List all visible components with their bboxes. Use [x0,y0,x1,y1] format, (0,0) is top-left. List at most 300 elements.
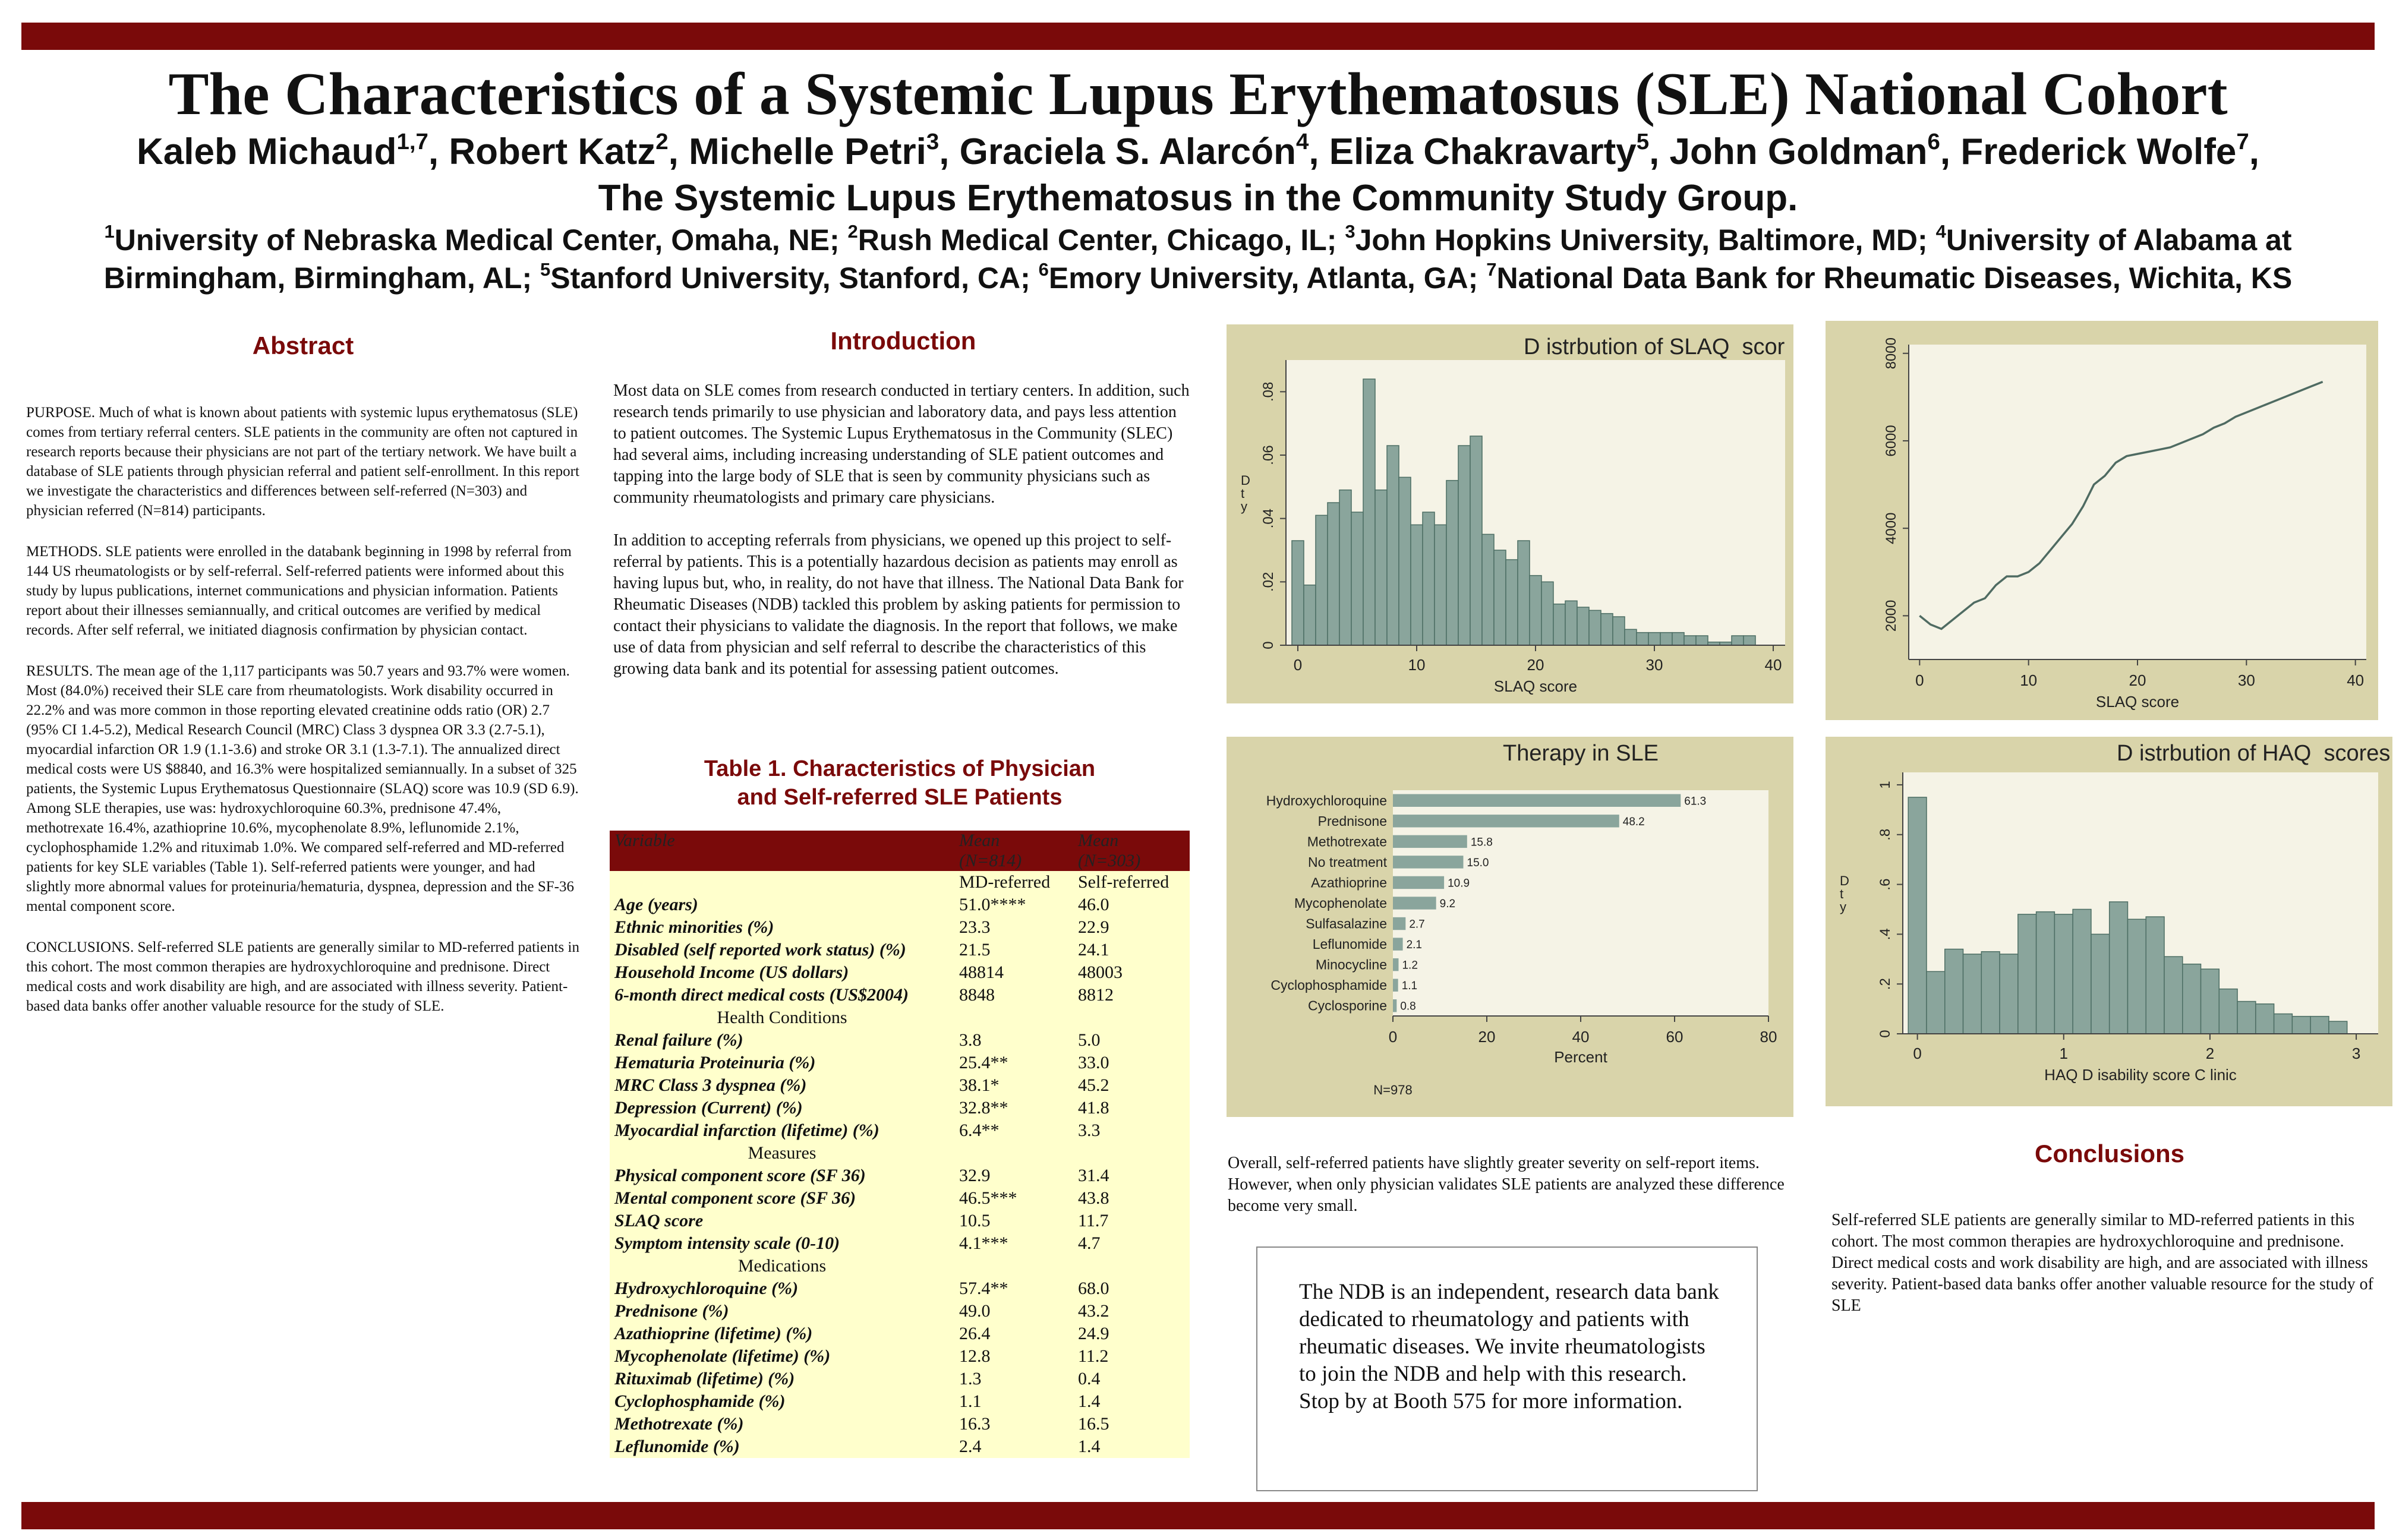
affiliation-mark: 4 [1935,221,1946,242]
author-name: Eliza Chakravarty [1329,131,1637,172]
table-row [610,1435,1190,1458]
histogram-bar [2310,1017,2329,1034]
affiliation-text: University of Alabama at Birmingham, Birmingham, AL; [103,223,2292,295]
table-header-self-n: (N=303) [1078,851,1141,870]
x-tick-label: 30 [2237,671,2255,689]
table-cell-label: Methotrexate (%) [614,1414,744,1434]
histogram-bar [1963,954,1982,1034]
table-cell-self: 24.1 [1078,940,1109,960]
x-tick-label: 20 [2129,671,2146,689]
author-name: Kaleb Michaud [136,131,397,172]
therapy-category-label: No treatment [1308,854,1387,870]
histogram-bar [2183,964,2201,1034]
table-caption [610,755,1190,812]
table-row [610,894,1190,916]
therapy-value-label: 0.8 [1400,1000,1416,1013]
x-tick-label: 60 [1666,1028,1683,1046]
author-affiliation-mark: 4 [1295,128,1309,154]
affiliation-text: Emory University, Atlanta, GA; [1048,261,1487,295]
author-name: Robert Katz [449,131,656,172]
y-tick-label: .06 [1260,445,1276,465]
histogram-bar [2127,919,2146,1034]
conclusions-text: Self-referred SLE patients are generally similar to MD-referred patients in this cohort. The most common therapies are hydroxychloroquine and prednisone. Direct medical costs and work disability are high, and are associated with illness severity. Patient-based data banks offer another valuable resource for the study of SLE [1831,1211,2373,1315]
y-tick-label: 0 [1877,1030,1893,1038]
table-group-label: Measures [748,1143,816,1163]
table-cell-self: 22.9 [1078,917,1109,937]
histogram-bar [1423,512,1435,645]
histogram-bar [1684,636,1696,645]
histogram-bar [1696,636,1708,645]
author-affiliation-mark: 7 [2236,128,2249,154]
table-row [610,916,1190,939]
x-tick-label: 10 [2020,671,2038,689]
histogram-bar [1435,525,1446,645]
table-header-self-mean: Mean [1078,831,1119,850]
table-cell-md: 49.0 [959,1301,991,1321]
table-cell-label: Age (years) [614,895,698,914]
table-cell-md: 2.4 [959,1437,982,1456]
characteristics-table [610,831,1190,1458]
cost-line-panel [1826,321,2378,720]
slaq-histogram [1227,324,1793,703]
chart-title: Therapy in SLE [1503,741,1659,766]
histogram-bar [1732,636,1744,645]
table-cell-self: 41.8 [1078,1098,1109,1118]
histogram-bar [1506,560,1518,645]
table-cell-self: 46.0 [1078,895,1109,914]
histogram-bar [2146,917,2164,1034]
table-cell-self: 11.7 [1078,1211,1109,1230]
table-cell-md: 10.5 [959,1211,991,1230]
table-cell-label: Symptom intensity scale (0-10) [614,1233,840,1253]
table-row [610,1232,1190,1255]
table-row [610,1277,1190,1300]
table-cell-label: Household Income (US dollars) [614,962,849,982]
table-cell-self: 3.3 [1078,1121,1101,1140]
table-group-blank [954,1006,1073,1029]
histogram-bar [2256,1004,2274,1034]
table-header-md-n: (N=814) [959,851,1022,870]
table-header-self [1073,831,1190,871]
slaq-histogram-panel [1227,324,1793,703]
therapy-category-label: Sulfasalazine [1306,916,1387,932]
table-cell-label: MRC Class 3 dyspnea (%) [614,1075,807,1095]
histogram-bar [1589,610,1601,645]
table-cell-md: 1.3 [959,1369,982,1388]
table-row [610,1413,1190,1435]
y-axis-label: D t y [1241,473,1250,514]
histogram-bar [1744,636,1755,645]
table-cell-self: 11.2 [1078,1346,1109,1366]
therapy-value-label: 48.2 [1622,815,1645,828]
abstract-heading: Abstract [252,332,354,359]
x-tick-label: 30 [1645,656,1663,674]
y-tick-label: .4 [1877,928,1893,941]
table-group-blank [954,1142,1073,1165]
author-affiliation-mark: 1,7 [396,128,428,154]
table-cell-self: 45.2 [1078,1075,1109,1095]
therapy-bar [1393,917,1405,930]
abstract-body [26,403,581,1037]
table-cell-label: Myocardial infarction (lifetime) (%) [614,1121,879,1140]
table-subheader-self: Self-referred [1078,872,1169,892]
chart-title: D istrbution of SLAQ scor [1524,334,1785,359]
poster-title: The Characteristics of a Systemic Lupus Erythematosus (SLE) National Cohort [168,61,2228,128]
table-cell-label: Mycophenolate (lifetime) (%) [614,1346,831,1366]
histogram-bar [2329,1021,2347,1034]
poster-group: The Systemic Lupus Erythematosus in the Community Study Group. [598,178,1798,219]
y-tick-label: .08 [1260,381,1276,402]
table-cell-label: SLAQ score [614,1211,704,1230]
table-cell-self: 8812 [1078,985,1114,1005]
author-name: Michelle Petri [689,131,926,172]
therapy-bar [1393,835,1467,848]
y-tick-label: 0 [1260,641,1276,649]
author-affiliation-mark: 3 [926,128,940,154]
affiliation-mark: 1 [104,221,115,242]
table-row [610,1119,1190,1142]
table-cell-self: 33.0 [1078,1053,1109,1072]
therapy-bar [1393,856,1464,868]
therapy-bar [1393,794,1681,807]
therapy-value-label: 1.2 [1402,959,1418,972]
table-cell-md: 32.8** [959,1098,1008,1118]
table-cell-md: 32.9 [959,1166,991,1185]
therapy-category-label: Prednisone [1317,813,1387,829]
author-separator: , [1940,131,1961,172]
histogram-bar [1577,607,1589,645]
x-tick-label: 1 [2059,1044,2069,1062]
chart-title: D istrbution of HAQ scores [2117,741,2391,766]
table-cell-md: 26.4 [959,1324,991,1343]
table-cell-label: Mental component score (SF 36) [614,1188,856,1208]
histogram-bar [1518,541,1530,645]
introduction-p1: Most data on SLE comes from research conducted in tertiary centers. In addition, such research tends primarily to use physician and laboratory data, and pays less attention to patient outcomes. The Systemic Lupus Erythematosus in the Community (SLEC) had several aims, including increasing understanding of SLE patient outcomes and tapping into the large body of SLE that is seen by community physicians such as community rheumatologists and primary care physicians. [613,381,1190,507]
table-subheader-md: MD-referred [959,872,1051,892]
table-cell-md: 12.8 [959,1346,991,1366]
table-cell-md: 51.0**** [959,895,1026,914]
histogram-bar [1304,585,1316,645]
x-tick-label: 40 [2347,671,2365,689]
abstract-conclusions: CONCLUSIONS. Self-referred SLE patients are generally similar to MD-referred patients in this cohort. The most common therapies are hydroxychloroquine and prednisone. Direct medical costs and work disability are high, and are associated with illness severity. Patient-based data banks offer another valuable resource for the study of SLE. [26,939,579,1014]
therapy-category-label: Cyclophosphamide [1270,977,1387,993]
therapy-panel [1227,737,1793,1117]
histogram-bar [1494,550,1506,645]
table-cell-md: 3.8 [959,1030,982,1050]
therapy-value-label: 2.1 [1406,939,1423,952]
introduction-body [613,380,1193,701]
ndb-box [1256,1246,1758,1491]
x-tick-label: 80 [1760,1028,1777,1046]
table-cell-self: 48003 [1078,962,1123,982]
chart-caption: Overall, self-referred patients have slightly greater severity on self-report items. However, when only physician validates SLE patients are analyzed these difference become very small. [1228,1154,1785,1215]
table-row [610,1368,1190,1390]
ndb-box-text: The NDB is an independent, research data bank dedicated to rheumatology and patients with rheumatic diseases. We invite rheumatologists to join the NDB and help with this research. Stop by at Booth 575 for more information. [1299,1280,1719,1413]
table-cell-label: Ethnic minorities (%) [614,917,774,937]
x-tick-label: 0 [1388,1028,1398,1046]
histogram-bar [1908,797,1927,1034]
table-caption-line2: and Self-referred SLE Patients [737,785,1063,810]
histogram-bar [1399,477,1411,645]
histogram-bar [1672,633,1684,645]
introduction-heading: Introduction [830,327,976,355]
therapy-bar-chart [1227,737,1793,1117]
table-cell-label: Physical component score (SF 36) [614,1166,866,1185]
y-tick-label: .02 [1260,572,1276,592]
y-tick-label: .6 [1877,878,1893,891]
histogram-bar [1411,525,1423,645]
affiliation-mark: 7 [1486,259,1497,280]
x-tick-label: 20 [1478,1028,1496,1046]
conclusions-heading: Conclusions [2034,1140,2185,1167]
table-cell-label: Prednisone (%) [614,1301,729,1321]
histogram-bar [1375,490,1387,645]
y-tick-label: .8 [1877,828,1893,841]
table-cell-label: Leflunomide (%) [614,1437,740,1456]
table-row [610,1165,1190,1187]
table-cell-label: Renal failure (%) [614,1030,743,1050]
table-cell-md: 4.1*** [959,1233,1008,1253]
y-tick-label: 6000 [1883,425,1899,457]
author-separator: , [668,131,689,172]
histogram-bar [1328,503,1339,645]
author-affiliation-mark: 2 [655,128,669,154]
author-separator: , [428,131,449,172]
y-tick-label: .2 [1877,978,1893,990]
table-row [610,1323,1190,1345]
table-row [610,1029,1190,1052]
histogram-bar [1660,633,1672,645]
table-cell-self: 24.9 [1078,1324,1109,1343]
histogram-bar [1637,633,1648,645]
therapy-bar [1393,815,1619,827]
histogram-bar [1648,633,1660,645]
table-cell-md: 8848 [959,985,995,1005]
therapy-bar [1393,999,1396,1012]
table-cell-label: Rituximab (lifetime) (%) [614,1369,795,1388]
affiliation-text: University of Nebraska Medical Center, Omaha, NE; [114,223,848,257]
table-cell-md: 57.4** [959,1279,1008,1298]
x-axis-label: HAQ D isability score C linic [2044,1066,2237,1084]
x-tick-label: 3 [2351,1044,2361,1062]
therapy-category-label: Minocycline [1315,957,1387,973]
histogram-bar [2219,989,2237,1034]
table-header-variable: Variable [610,831,954,871]
histogram-bar [2201,969,2220,1034]
table-cell-label: Azathioprine (lifetime) (%) [614,1324,813,1343]
table-cell-label: Cyclophosphamide (%) [614,1391,786,1411]
therapy-bar [1393,897,1436,909]
therapy-value-label: 1.1 [1401,980,1418,993]
y-axis-label: D t y [1840,873,1849,914]
histogram-bar [2110,902,2128,1034]
histogram-bar [1553,604,1565,645]
abstract-results: RESULTS. The mean age of the 1,117 participants was 50.7 years and 93.7% were women. Most (84.0%) received their SLE care from rheumatologists. Work disability occurred in 22.2% and was more common in those reporting elevated creatinine odds ratio (OR) 2.7 (95% CI 1.4-5.2), Medical Research Council (MRC) Class 3 dyspnea OR 3.3 (2.7-5.1), myocardial infarction OR 1.9 (1.1-3.6) and stroke OR 3.1 (1.3-7.1). The annualized direct medical costs were US $8840, and 16.3% were hospitalized semiannually. In a subset of 325 patients, the Systemic Lupus Erythematosus Questionnaire (SLAQ) score was 10.9 (SD 6.9). Among SLE therapies, use was: hydroxychloroquine 60.3%, prednisone 47.4%, methotrexate 16.4%, azathioprine 10.6%, mycophenolate 8.9%, leflunomide 2.1%, cyclophosphamide 1.2% and rituximab 1.0%. We compared self-referred and MD-referred patients for key SLE variables (Table 1). Self-referred patients were younger, and had slightly more abnormal values for proteinuria/hematuria, dyspnea, depression and the SF-36 mental component score. [26,663,579,914]
histogram-bar [1601,614,1613,645]
table-row [610,984,1190,1006]
therapy-bar [1393,958,1398,971]
bottom-bar [21,1502,2375,1529]
affiliation-text: Rush Medical Center, Chicago, IL; [857,223,1345,257]
therapy-value-label: 2.7 [1409,918,1425,931]
histogram-bar [1351,512,1363,645]
histogram-bar [1387,446,1399,645]
x-axis-label: Percent [1554,1048,1607,1066]
table-cell-md: 46.5*** [959,1188,1017,1208]
table-cell-label: 6-month direct medical costs (US$2004) [614,985,909,1005]
table-header-md [954,831,1073,871]
histogram-bar [2054,914,2073,1034]
table-subheader-row [610,871,1190,894]
author-separator: , [939,131,960,172]
table-cell-md: 25.4** [959,1053,1008,1072]
therapy-category-label: Leflunomide [1312,936,1387,952]
table-cell-self: 43.8 [1078,1188,1109,1208]
therapy-category-label: Methotrexate [1307,834,1387,850]
table-cell-label: Depression (Current) (%) [614,1098,803,1118]
table-row [610,961,1190,984]
x-axis-label: SLAQ score [2095,693,2180,711]
table-row [610,1074,1190,1097]
x-tick-label: 10 [1408,656,1426,674]
haq-histogram [1826,737,2392,1106]
y-tick-label: 4000 [1883,512,1899,544]
author-separator: , [1309,131,1329,172]
abstract-methods: METHODS. SLE patients were enrolled in the databank beginning in 1998 by referral from 144 US rheumatologists or by self-referral. Self-referred patients were informed about this study by lupus publications, internet communications and physician information. Patients report about their illnesses semiannually, and critical outcomes are verified by medical records. After self referral, we initiated diagnosis confirmation by physician contact. [26,544,572,638]
table-cell-self: 1.4 [1078,1391,1101,1411]
table-cell-md: 38.1* [959,1075,1000,1095]
table-group-row [610,1142,1190,1165]
author-separator: , [2249,131,2259,172]
affiliation-mark: 2 [847,221,858,242]
x-tick-label: 0 [1293,656,1303,674]
histogram-bar [1541,582,1553,645]
poster-authors [0,130,2396,175]
histogram-bar [2237,1002,2256,1034]
histogram-bar [1565,601,1577,645]
table-caption-line1: Table 1. Characteristics of Physician [704,756,1096,781]
histogram-bar [1981,952,2000,1034]
poster-affiliations [36,221,2360,297]
x-tick-label: 40 [1572,1028,1590,1046]
table-cell-md: 48814 [959,962,1004,982]
histogram-bar [1625,629,1637,645]
table-row [610,1210,1190,1232]
table-group-blank [1073,1006,1190,1029]
table-row [610,939,1190,961]
histogram-bar [2164,957,2183,1034]
cost-line-chart [1826,321,2378,720]
author-name: Frederick Wolfe [1960,131,2237,172]
table-group-label: Health Conditions [717,1008,847,1027]
therapy-value-label: 15.8 [1470,836,1493,849]
author-name: Graciela S. Alarcón [959,131,1296,172]
histogram-bar [1292,541,1304,645]
author-name: John Goldman [1669,131,1928,172]
table-cell-self: 1.4 [1078,1437,1101,1456]
table-cell-md: 16.3 [959,1414,991,1434]
histogram-bar [2274,1014,2293,1034]
therapy-value-label: 15.0 [1467,856,1489,869]
therapy-bar [1393,938,1403,950]
author-separator: , [1649,131,1670,172]
table-cell-self: 0.4 [1078,1369,1101,1388]
y-tick-label: 8000 [1883,337,1899,370]
table-cell-label: Disabled (self reported work status) (%) [614,940,906,960]
histogram-bar [2018,914,2036,1034]
table-row [610,1345,1190,1368]
histogram-bar [2091,934,2110,1034]
abstract-purpose: PURPOSE. Much of what is known about patients with systemic lupus erythematosus (SLE) comes from tertiary referral centers. SLE patients in the community are often not captured in research reports because their physicians are not part of the tertiary network. We have built a database of SLE patients through physician referral and patient self-enrollment. In this report we investigate the characteristics and differences between self-referred (N=303) and physician referred (N=814) participants. [26,405,579,519]
y-tick-label: .04 [1260,508,1276,529]
table-cell-md: 21.5 [959,940,991,960]
histogram-bar [1316,515,1328,645]
therapy-category-label: Cyclosporine [1308,998,1387,1014]
table-cell-md: 1.1 [959,1391,982,1411]
table-cell-self: 68.0 [1078,1279,1109,1298]
therapy-category-label: Mycophenolate [1294,895,1387,911]
author-affiliation-mark: 6 [1927,128,1940,154]
therapy-value-label: 10.9 [1448,877,1470,890]
histogram-bar [1530,576,1541,645]
histogram-bar [2036,912,2055,1034]
table-header-row [610,831,1190,871]
histogram-bar [2073,909,2091,1034]
table-cell-self: 4.7 [1078,1233,1101,1253]
x-tick-label: 0 [1915,671,1924,689]
histogram-bar [1482,534,1494,645]
table-cell-md: 6.4** [959,1121,1000,1140]
histogram-bar [1458,446,1470,645]
introduction-p2: In addition to accepting referrals from physicians, we opened up this project to self-referral by patients. This is a potentially hazardous decision as patients may enroll as having lupus but, who, in reality, do not have that illness. The National Data Bank for Rheumatic Diseases (NDB) tackled this problem by asking patients for permission to contact their physicians to validate the diagnosis. In the report that follows, we make use of data from physician and self referral to describe the characteristics of this growing data bank and its potential for assessing patient outcomes. [613,531,1184,678]
table-cell-md: 23.3 [959,917,991,937]
table-cell-self: 5.0 [1078,1030,1101,1050]
table-cell-self: 16.5 [1078,1414,1109,1434]
therapy-value-label: 9.2 [1439,898,1456,910]
x-tick-label: 20 [1527,656,1544,674]
therapy-value-label: 61.3 [1684,795,1707,808]
table-group-blank [954,1255,1073,1277]
y-tick-label: 2000 [1883,599,1899,632]
table-row [610,1052,1190,1074]
haq-histogram-panel [1826,737,2392,1106]
table-row [610,1390,1190,1413]
table-group-row [610,1006,1190,1029]
therapy-category-label: Azathioprine [1311,875,1387,891]
x-tick-label: 0 [1913,1044,1922,1062]
histogram-bar [1339,490,1351,645]
table-group-blank [1073,1142,1190,1165]
affiliation-text: Stanford University, Stanford, CA; [550,261,1039,295]
table-row [610,1097,1190,1119]
x-tick-label: 40 [1764,656,1782,674]
therapy-category-label: Hydroxychloroquine [1266,793,1387,809]
histogram-bar [1470,436,1482,645]
therapy-bar [1393,979,1398,991]
x-axis-label: SLAQ score [1493,677,1578,695]
histogram-bar [2000,954,2018,1034]
chart-note: N=978 [1373,1083,1413,1097]
table-group-blank [1073,1255,1190,1277]
affiliation-text: John Hopkins University, Baltimore, MD; [1355,223,1936,257]
table-cell-label: Hematuria Proteinuria (%) [614,1053,816,1072]
author-affiliation-mark: 5 [1636,128,1650,154]
table-row [610,1187,1190,1210]
histogram-bar [1927,971,1945,1034]
histogram-bar [2292,1017,2310,1034]
y-tick-label: 1 [1877,781,1893,789]
table-subheader-blank [610,871,954,894]
